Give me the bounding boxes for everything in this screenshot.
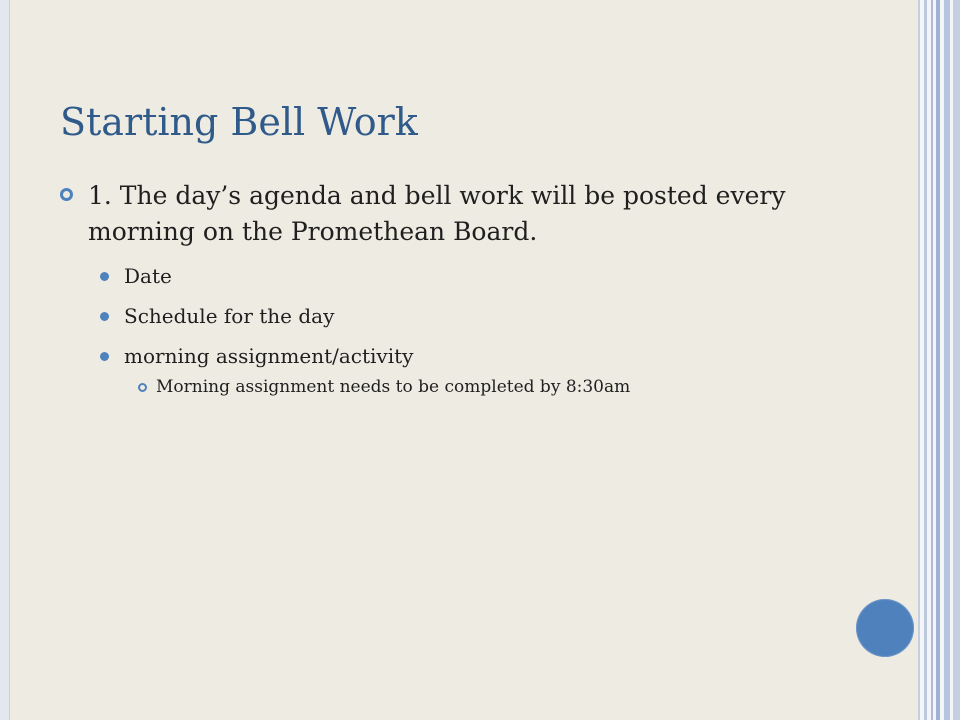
sub-bullet-text: Date [124,264,172,288]
sub-bullet-text: morning assignment/activity [124,344,414,368]
left-edge-border [0,0,10,720]
dot-bullet-icon [100,312,109,321]
slide-title: Starting Bell Work [60,100,418,144]
decorative-stripe [924,0,927,720]
ring-bullet-icon [60,188,73,201]
decorative-stripe [931,0,933,720]
sub-bullet-text: Schedule for the day [124,304,335,328]
bullet-text: 1. The day’s agenda and bell work will be posted every morning on the Promethean Board. [88,181,786,246]
small-ring-bullet-icon [138,383,147,392]
bullet-level-1 [60,178,860,250]
dot-bullet-icon [100,352,109,361]
decorative-circle [856,599,914,657]
slide-content [60,178,860,399]
sub-sub-bullet-text: Morning assignment needs to be completed by 8:30am [156,377,631,397]
decorative-stripe [953,0,960,720]
decorative-stripe [918,0,920,720]
sub-bullet-assignment [60,343,860,370]
sub-sub-bullet-deadline [60,376,860,399]
dot-bullet-icon [100,272,109,281]
decorative-stripe [936,0,940,720]
sub-bullet-schedule [60,303,860,330]
decorative-stripe [944,0,950,720]
sub-bullet-date [60,263,860,290]
